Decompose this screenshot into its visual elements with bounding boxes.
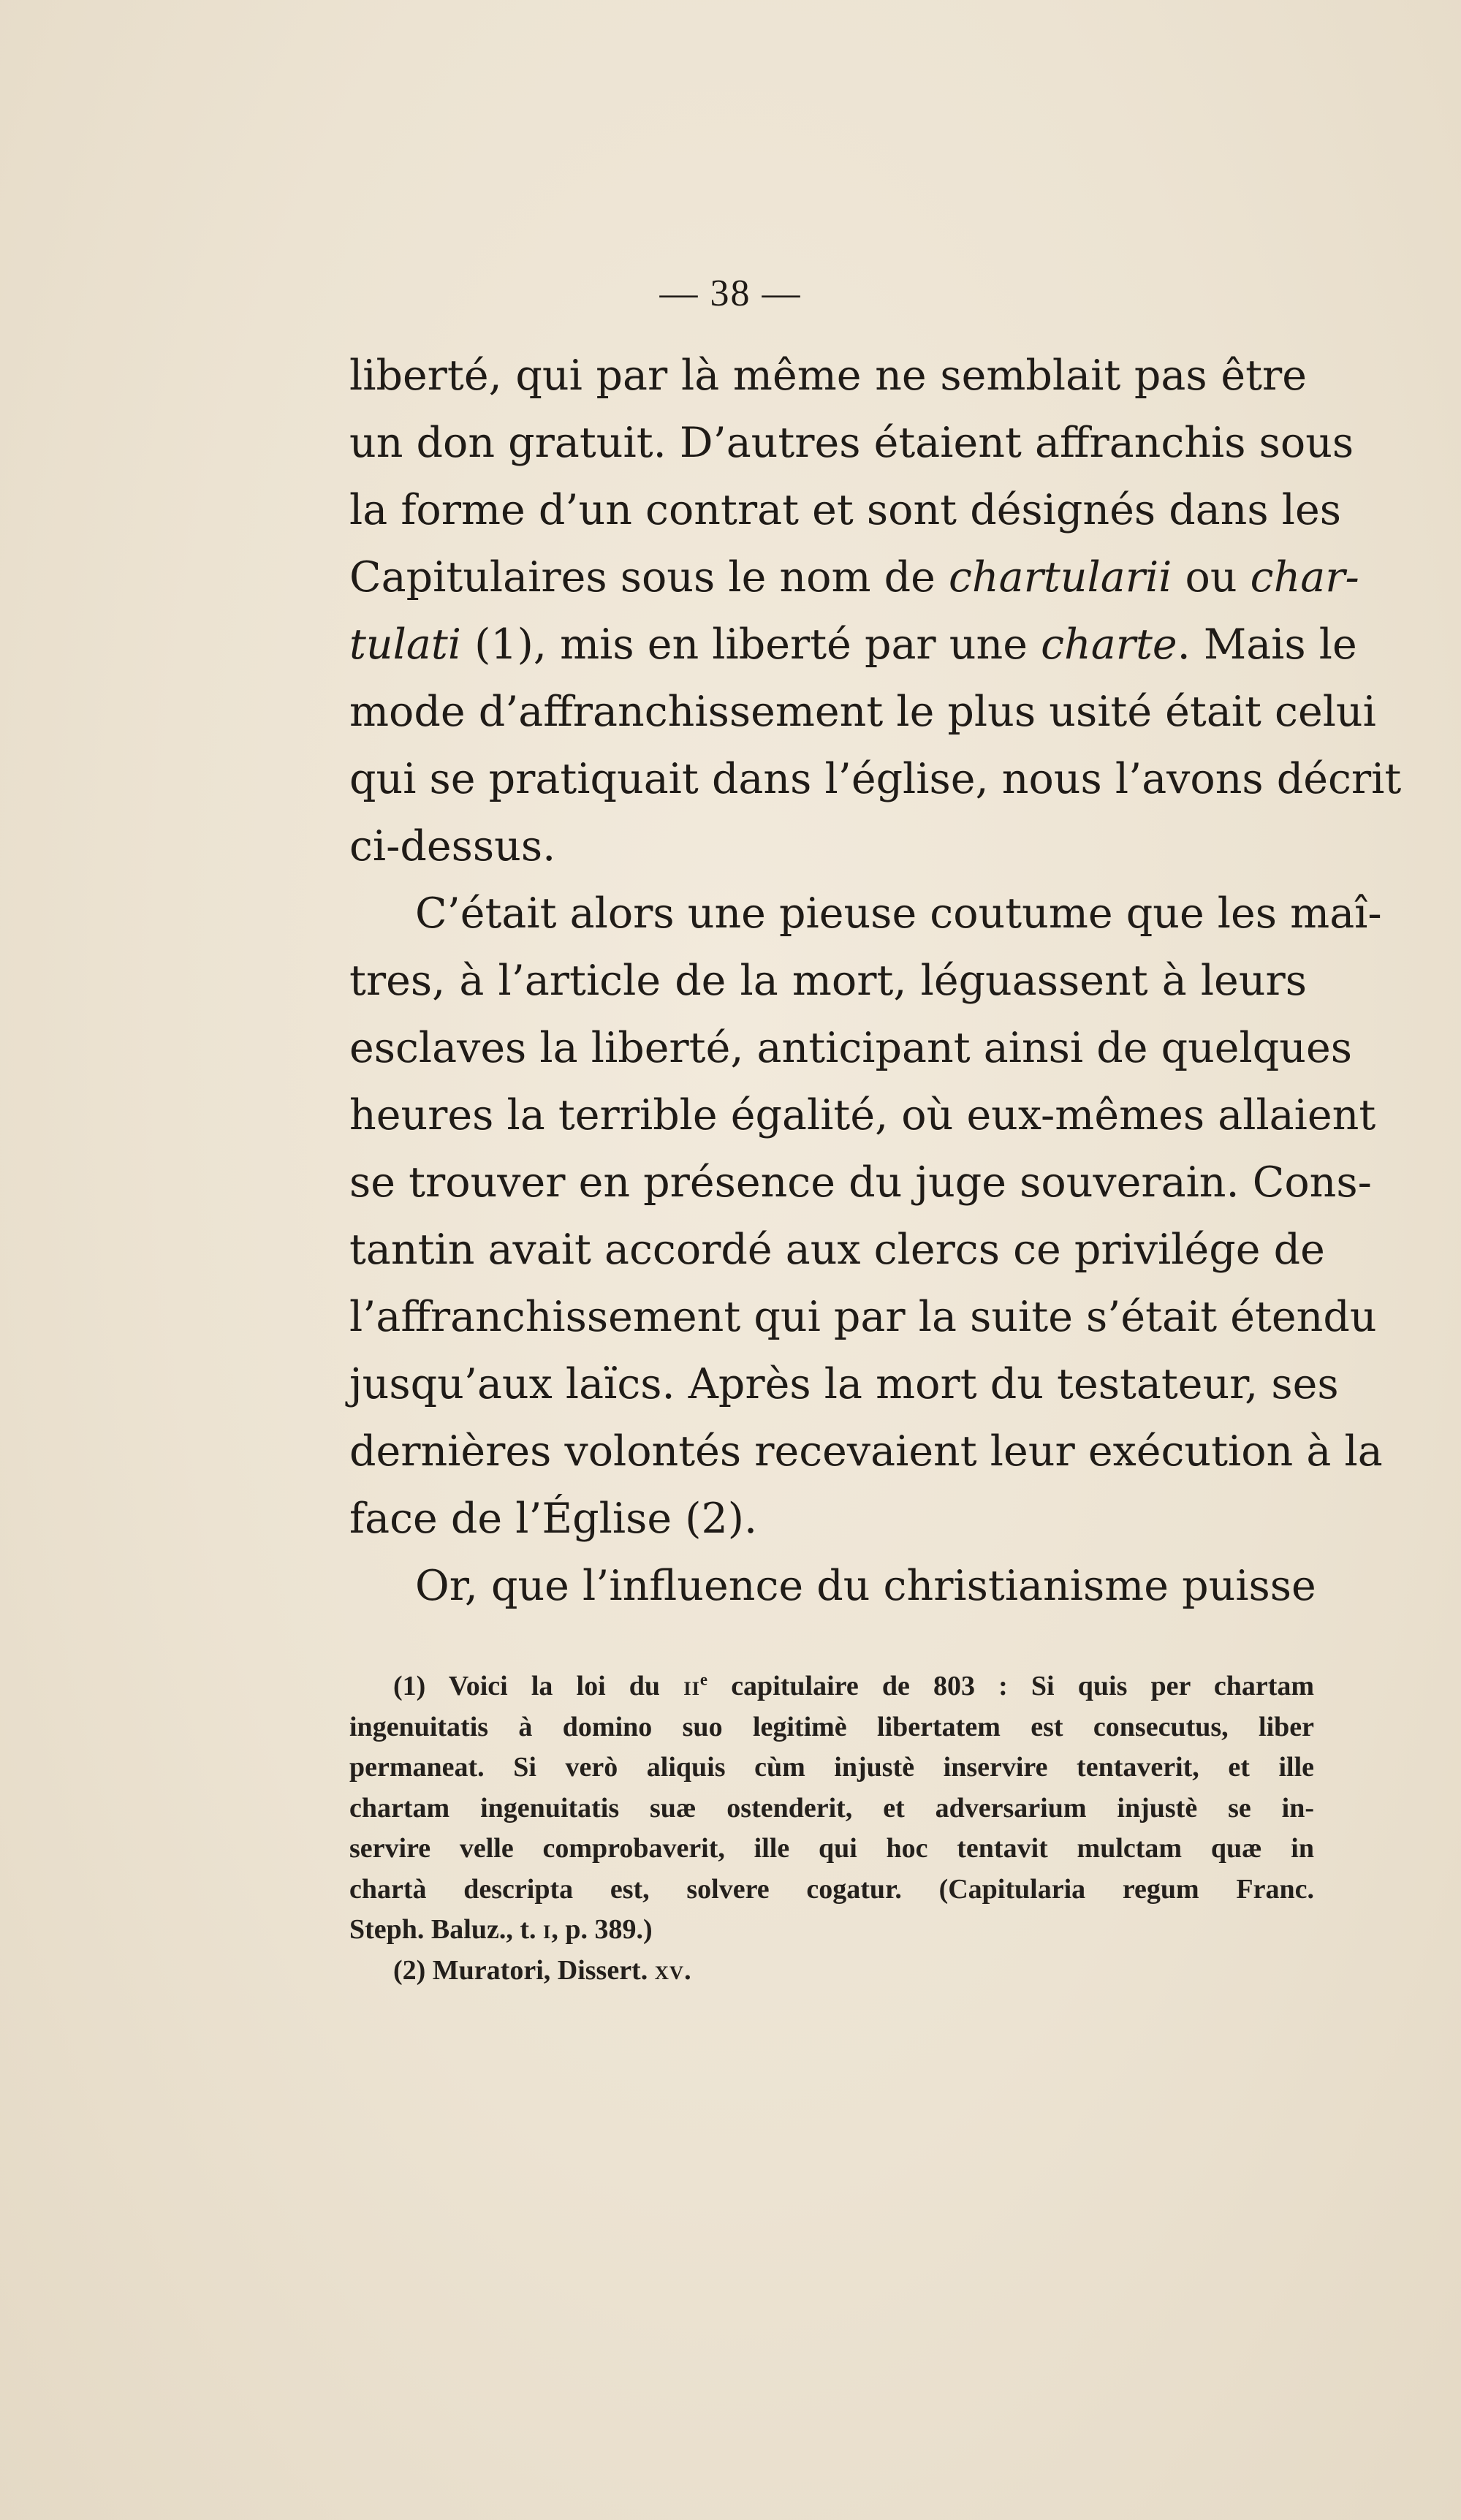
footnote-line: chartam ingenuitatis suæ ostenderit, et adversarium injustè se in- <box>349 1792 1314 1823</box>
text-fragment: (1) Voici la loi du <box>393 1671 684 1701</box>
text-line <box>349 544 1359 611</box>
superscript: e <box>699 1670 708 1689</box>
text-line: l’affranchissement qui par la suite s’était étendu <box>349 1293 1377 1341</box>
text-line: C’était alors une pieuse coutume que les maî- <box>415 889 1382 938</box>
text-line: qui se pratiquait dans l’église, nous l’avons décrit <box>349 755 1402 803</box>
text-fragment: ou <box>1172 553 1251 601</box>
roman-numeral: I <box>542 1921 552 1943</box>
footnote-line: ingenuitatis à domino suo legitimè libertatem est consecutus, liber <box>349 1711 1314 1742</box>
text-line: la forme d’un contrat et sont désignés dans les <box>349 486 1341 534</box>
footnote-line <box>349 1910 1314 1951</box>
text-fragment: . <box>684 1954 691 1986</box>
text-line <box>349 611 1357 678</box>
roman-numeral: II <box>683 1677 700 1699</box>
text-fragment: , p. 389.) <box>551 1914 653 1945</box>
text-line: esclaves la liberté, anticipant ainsi de quelques <box>349 1024 1352 1072</box>
text-fragment: . Mais le <box>1177 620 1357 669</box>
text-line: se trouver en présence du juge souverain. Cons- <box>349 1158 1372 1207</box>
text-line: dernières volontés recevaient leur exécution à la <box>349 1427 1383 1476</box>
text-line: Or, que l’influence du christianisme puisse <box>415 1562 1316 1610</box>
text-line: ci-dessus. <box>349 822 556 870</box>
page-number: — 38 — <box>659 273 802 314</box>
italic-term: chartularii <box>949 553 1172 601</box>
footnote-line: chartà descripta est, solvere cogatur. (Capitularia regum Franc. <box>349 1873 1314 1905</box>
text-fragment: Steph. Baluz., t. <box>349 1914 543 1945</box>
text-line: tantin avait accordé aux clercs ce privilége de <box>349 1226 1325 1274</box>
text-fragment: (2) Muratori, Dissert. <box>393 1954 655 1986</box>
text-fragment: Capitulaires sous le nom de <box>349 553 949 601</box>
footnote-line: servire velle comprobaverit, ille qui hoc tentavit mulctam quæ in <box>349 1833 1314 1864</box>
text-line: liberté, qui par là même ne semblait pas être <box>349 352 1307 400</box>
text-line: face de l’Église (2). <box>349 1495 758 1543</box>
footnotes <box>349 1666 1314 1991</box>
text-line: jusqu’aux laïcs. Après la mort du testateur, ses <box>349 1360 1339 1408</box>
footnote-line <box>349 1666 1314 1707</box>
italic-term: tulati <box>349 620 461 669</box>
italic-term: charte <box>1041 620 1177 669</box>
italic-term: char- <box>1250 553 1359 601</box>
text-line: heures la terrible égalité, où eux-mêmes allaient <box>349 1091 1376 1139</box>
text-fragment: (1), mis en liberté par une <box>460 620 1041 669</box>
text-line: tres, à l’article de la mort, léguassent à leurs <box>349 957 1307 1005</box>
text-line: mode d’affranchissement le plus usité était celui <box>349 688 1376 736</box>
text-fragment: capitulaire de 803 : Si quis per chartam <box>707 1671 1315 1701</box>
main-text <box>349 342 1402 1620</box>
text-line: un don gratuit. D’autres étaient affranchis sous <box>349 419 1354 467</box>
roman-numeral: XV <box>654 1961 685 1984</box>
footnote-line: permaneat. Si verò aliquis cùm injustè inservire tentaverit, et ille <box>349 1752 1314 1783</box>
footnote-line <box>349 1951 1314 1992</box>
